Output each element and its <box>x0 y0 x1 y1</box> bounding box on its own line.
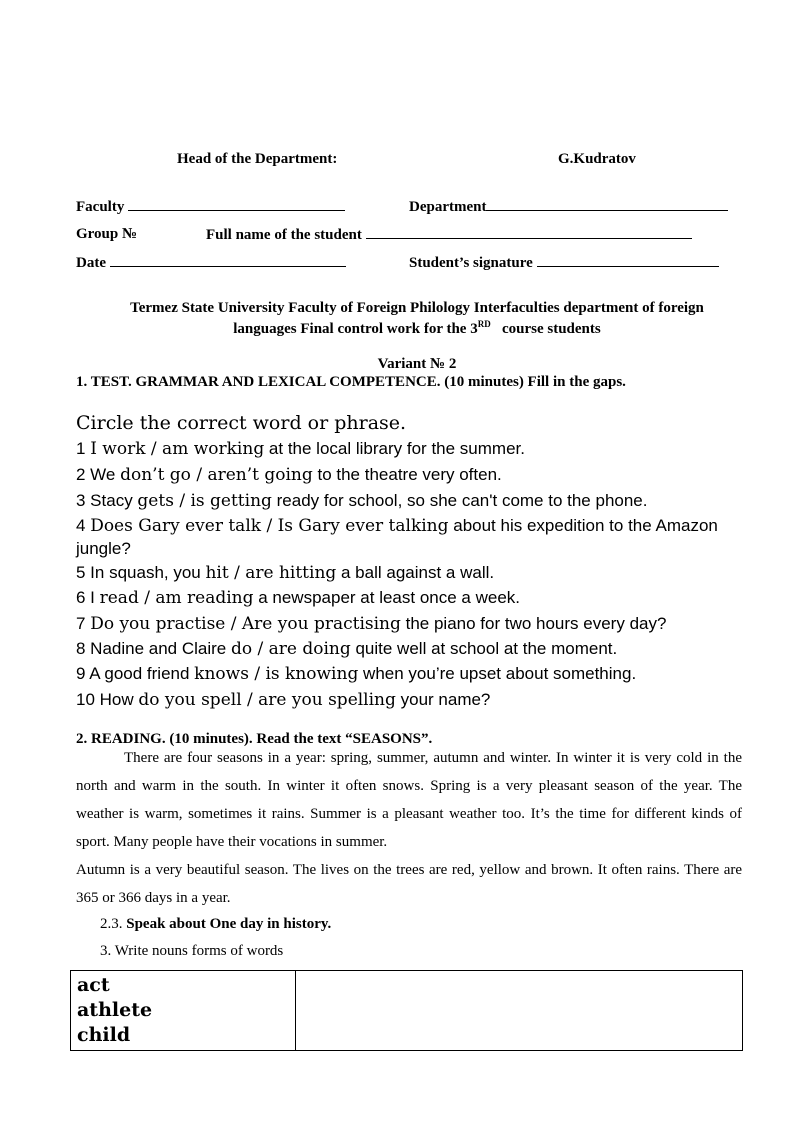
answer-options[interactable]: don’t go / aren’t going <box>120 465 313 485</box>
section3-item <box>100 916 331 933</box>
answer-options[interactable]: read / am reading <box>99 588 254 608</box>
question-item <box>76 587 520 609</box>
title-superscript: RD <box>477 319 491 329</box>
answer-options[interactable]: do you spell / are you spelling <box>138 690 396 710</box>
faculty-blank[interactable] <box>128 198 345 211</box>
answer-options[interactable]: hit / are hitting <box>205 563 337 583</box>
department-field <box>409 198 728 216</box>
faculty-field <box>76 198 345 216</box>
answer-options[interactable]: Do you practise / Are you practising <box>90 614 401 634</box>
question-text: 2 We <box>76 465 121 484</box>
question-item <box>76 689 490 711</box>
word-athlete: athlete <box>77 999 153 1021</box>
answer-options[interactable]: knows / is knowing <box>194 664 359 684</box>
question-text-end: jungle? <box>76 539 131 558</box>
question-text-end: ready for school, so she can't come to the phone. <box>271 491 648 510</box>
question-text: 5 In squash, you <box>76 563 206 582</box>
signature-blank[interactable] <box>537 254 719 267</box>
question-text: 1 <box>76 439 91 458</box>
section1-instruction: Circle the correct word or phrase. <box>76 412 407 434</box>
question-item <box>76 638 617 660</box>
noun-forms-table <box>70 970 743 1051</box>
word-act: act <box>77 974 110 996</box>
question-text-end: a newspaper at least once a week. <box>253 588 520 607</box>
answer-options[interactable]: gets / is getting <box>137 491 272 511</box>
title-line-2-end: course students <box>501 321 601 337</box>
answer-options[interactable]: do / are doing <box>230 639 351 659</box>
full-name-blank[interactable] <box>366 226 692 239</box>
section3-text: Speak about One day in history. <box>126 916 332 932</box>
title-line-1: Termez State University Faculty of Foreign Philology Interfaculties department of foreign <box>130 300 704 316</box>
question-text: 4 <box>76 516 91 535</box>
question-text: 3 Stacy <box>76 491 138 510</box>
question-text: 9 A good friend <box>76 664 195 683</box>
question-text-end: to the theatre very often. <box>312 465 502 484</box>
question-text: 8 Nadine and Claire <box>76 639 231 658</box>
date-label: Date <box>76 255 106 271</box>
date-field <box>76 254 346 272</box>
reading-paragraph-1: There are four seasons in a year: spring, summer, autumn and winter. In winter it is very cold in the north and warm in the south. In winter it often snows. Spring is a very pleasant season of the year. The weather is warm, sometimes it rains. Summer is a pleasant weather too. It’s the time for different kinds of sport. Many people have their vocations in summer. <box>76 750 742 850</box>
section1-heading: 1. TEST. GRAMMAR AND LEXICAL COMPETENCE. (10 minutes) Fill in the gaps. <box>76 374 626 390</box>
section4-item <box>100 943 283 960</box>
section4-text: Write nouns forms of words <box>114 943 284 959</box>
section4-number: 3. <box>100 943 112 959</box>
head-of-department-label: Head of the Department: <box>177 151 338 167</box>
department-blank[interactable] <box>486 198 728 211</box>
question-item <box>76 490 647 512</box>
question-item <box>76 464 502 486</box>
section2-heading: 2. READING. (10 minutes). Read the text “SEASONS”. <box>76 731 433 747</box>
reading-paragraph-2: Autumn is a very beautiful season. The lives on the trees are red, yellow and brown. It often rains. There are 365 or 366 days in a year. <box>76 862 742 906</box>
faculty-label: Faculty <box>76 199 125 215</box>
question-item <box>76 515 718 537</box>
question-item <box>76 613 666 635</box>
section3-number: 2.3. <box>100 916 123 932</box>
question-text: 6 I <box>76 588 100 607</box>
question-text-end: a ball against a wall. <box>336 563 495 582</box>
question-text-end: at the local library for the summer. <box>264 439 525 458</box>
question-item <box>76 438 525 460</box>
question-text: 10 How <box>76 690 139 709</box>
question-item <box>76 562 494 584</box>
full-name-label: Full name of the student <box>206 227 362 243</box>
signature-label: Student’s signature <box>409 255 533 271</box>
title-line-2-text: languages Final control work for the 3 <box>233 321 478 337</box>
variant-label: Variant № 2 <box>377 356 457 372</box>
question-text: 7 <box>76 614 91 633</box>
date-blank[interactable] <box>110 254 346 267</box>
question-text-end: when you’re upset about something. <box>358 664 637 683</box>
full-name-field <box>206 226 692 244</box>
question-text-end: about his expedition to the Amazon <box>448 516 718 535</box>
table-row <box>71 971 743 1051</box>
department-label: Department <box>409 199 487 215</box>
answer-options[interactable]: I work / am working <box>90 439 265 459</box>
head-name: G.Kudratov <box>558 151 636 167</box>
words-cell <box>71 971 296 1051</box>
title-line-2 <box>76 319 758 338</box>
answer-cell[interactable] <box>296 971 743 1051</box>
group-label: Group № <box>76 226 138 242</box>
answer-options[interactable]: Does Gary ever talk / Is Gary ever talking <box>90 516 449 536</box>
signature-field <box>409 254 719 272</box>
question-text-end: your name? <box>395 690 491 709</box>
question-item <box>76 663 636 685</box>
word-child: child <box>77 1024 131 1046</box>
question-text-end: quite well at school at the moment. <box>350 639 618 658</box>
question-item <box>76 538 131 560</box>
question-text-end: the piano for two hours every day? <box>400 614 667 633</box>
